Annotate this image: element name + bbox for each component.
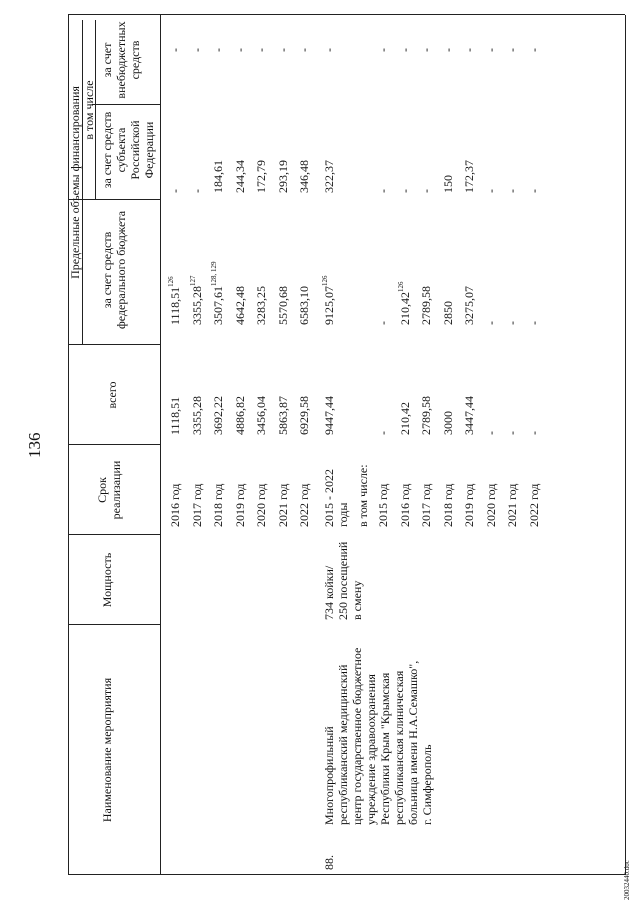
header-capacity: Мощность bbox=[100, 552, 114, 608]
file-reference: 20032440.doc bbox=[623, 860, 631, 900]
row-federal: 5570,68 bbox=[275, 286, 290, 325]
item-name-line: г. Симферополь bbox=[420, 744, 434, 825]
row-total: 5863,87 bbox=[275, 396, 290, 435]
header-period: Срок реализации bbox=[95, 460, 123, 520]
row-federal: 4642,48 bbox=[232, 286, 247, 325]
row-year: 2015 год bbox=[376, 483, 390, 527]
row-regional: - bbox=[376, 189, 390, 193]
row-extra: - bbox=[505, 48, 519, 52]
row-extra: - bbox=[526, 48, 541, 52]
header-federal: за счет средств федерального бюджета bbox=[100, 210, 128, 330]
row-federal: - bbox=[376, 321, 390, 325]
item-period: 2015 - 2022 bbox=[322, 469, 336, 527]
row-total: - bbox=[526, 431, 541, 435]
row-extra: - bbox=[376, 48, 390, 52]
row-federal: 2789,58 bbox=[419, 286, 433, 325]
row-federal: 3355,28$^{127}$ bbox=[188, 275, 204, 325]
item-name-line: больница имени Н.А.Семашко", bbox=[406, 660, 420, 825]
row-regional: - bbox=[483, 189, 498, 193]
row-year: 2022 год bbox=[297, 483, 311, 527]
item-capacity bbox=[322, 542, 364, 620]
row-total: 3692,22 bbox=[211, 396, 225, 435]
item-name bbox=[322, 648, 434, 825]
row-federal: 2850 bbox=[440, 301, 455, 325]
row-regional: 172,37 bbox=[462, 160, 476, 193]
row-regional: 172,79 bbox=[254, 160, 268, 193]
item-capacity-line: 250 посещений bbox=[336, 541, 350, 620]
item-name-line: Многопрофильный bbox=[322, 726, 336, 825]
row-regional: 184,61 bbox=[211, 160, 225, 193]
row-extra: - bbox=[483, 48, 498, 52]
header-funding-group: Предельные объемы финансирования bbox=[68, 86, 82, 279]
item-name-line: республиканская клиническая bbox=[392, 670, 406, 825]
item-name-line: республиканский медицинский bbox=[336, 664, 350, 825]
item-regional: 322,37 bbox=[322, 160, 336, 193]
row-total: 3456,04 bbox=[254, 396, 268, 435]
row-extra: - bbox=[254, 48, 268, 52]
header-including: в том числе bbox=[82, 80, 96, 140]
row-year: 2017 год bbox=[189, 483, 204, 527]
row-total: - bbox=[483, 431, 498, 435]
row-federal: - bbox=[483, 321, 498, 325]
row-total: 1118,51 bbox=[168, 396, 182, 435]
item-name-line: центр государственное бюджетное bbox=[350, 647, 364, 825]
item-name-line: Республики Крым "Крымская bbox=[378, 672, 392, 825]
row-total: - bbox=[505, 431, 519, 435]
row-regional: - bbox=[397, 189, 412, 193]
including-label: в том числе: bbox=[356, 464, 370, 527]
row-federal: 210,42$^{126}$ bbox=[396, 281, 412, 325]
row-federal: 3283,25 bbox=[254, 286, 268, 325]
item-capacity-line: 734 койки/ bbox=[322, 565, 336, 620]
row-year: 2021 год bbox=[275, 483, 290, 527]
row-regional: 150 bbox=[440, 175, 455, 193]
row-year: 2022 год bbox=[526, 483, 541, 527]
row-federal: 3507,61$^{128, 129}$ bbox=[210, 261, 225, 325]
row-extra: - bbox=[275, 48, 290, 52]
item-total: 9447,44 bbox=[322, 396, 336, 435]
item-period-years: годы bbox=[336, 502, 350, 527]
row-extra: - bbox=[397, 48, 412, 52]
row-total: - bbox=[376, 431, 390, 435]
row-year: 2019 год bbox=[232, 483, 247, 527]
row-year: 2020 год bbox=[254, 483, 268, 527]
row-extra: - bbox=[211, 48, 225, 52]
row-federal: - bbox=[526, 321, 541, 325]
row-year: 2019 год bbox=[462, 483, 476, 527]
row-year: 2020 год bbox=[483, 483, 498, 527]
row-total: 4886,82 bbox=[232, 396, 247, 435]
row-year: 2018 год bbox=[440, 483, 455, 527]
item-extra: - bbox=[322, 48, 336, 52]
row-extra: - bbox=[168, 48, 182, 52]
row-year: 2016 год bbox=[397, 483, 412, 527]
row-federal: 1118,51$^{126}$ bbox=[167, 276, 182, 325]
row-federal: 3275,07 bbox=[462, 286, 476, 325]
row-regional: - bbox=[505, 189, 519, 193]
row-extra: - bbox=[419, 48, 433, 52]
header-extrabudget: за счет внебюджетных средств bbox=[100, 21, 142, 99]
row-extra: - bbox=[462, 48, 476, 52]
row-regional: 244,34 bbox=[232, 160, 247, 193]
header-total: всего bbox=[105, 381, 119, 409]
page-number: 136 bbox=[25, 432, 44, 458]
header-regional: за счет средств субъекта Российской Федерации bbox=[100, 111, 156, 189]
row-year: 2017 год bbox=[419, 483, 433, 527]
item-number: 88. bbox=[322, 855, 336, 870]
row-regional: - bbox=[189, 189, 204, 193]
item-name-line: учреждение здравоохранения bbox=[364, 674, 378, 825]
row-regional: 346,48 bbox=[297, 160, 311, 193]
row-year: 2021 год bbox=[505, 483, 519, 527]
row-extra: - bbox=[189, 48, 204, 52]
row-regional: 293,19 bbox=[275, 160, 290, 193]
row-total: 3355,28 bbox=[189, 396, 204, 435]
row-total: 2789,58 bbox=[419, 396, 433, 435]
row-year: 2018 год bbox=[211, 483, 225, 527]
row-extra: - bbox=[440, 48, 455, 52]
row-total: 210,42 bbox=[397, 402, 412, 435]
row-total: 6929,58 bbox=[297, 396, 311, 435]
item-capacity-line: в смену bbox=[350, 580, 364, 620]
header-name: Наименование мероприятия bbox=[100, 677, 114, 823]
row-total: 3447,44 bbox=[462, 396, 476, 435]
row-regional: - bbox=[168, 189, 182, 193]
row-total: 3000 bbox=[440, 411, 455, 435]
item-federal: 9125,07$^{126}$ bbox=[321, 275, 336, 325]
row-extra: - bbox=[232, 48, 247, 52]
row-federal: 6583,10 bbox=[297, 286, 311, 325]
row-regional: - bbox=[526, 189, 541, 193]
row-regional: - bbox=[419, 189, 433, 193]
row-extra: - bbox=[297, 48, 311, 52]
row-year: 2016 год bbox=[168, 483, 182, 527]
row-federal: - bbox=[505, 321, 519, 325]
